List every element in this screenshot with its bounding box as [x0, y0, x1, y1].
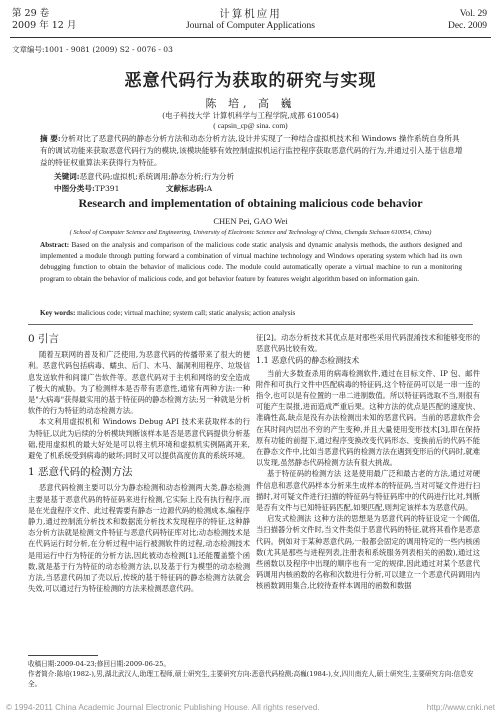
journal-en: Journal of Computer Applications	[185, 21, 316, 31]
volume-en: Vol. 29	[459, 9, 487, 19]
header-rule	[10, 37, 491, 38]
abstract-zh	[40, 133, 465, 169]
section-heading-intro: 0 引言	[28, 333, 60, 345]
title-zh: 恶意代码行为获取的研究与实现	[124, 71, 377, 91]
cnki-link[interactable]: http://www.cnki.net	[426, 703, 495, 712]
paragraph: 本文利用虚拟机和 Windows Debug API 技术来获取样本的行为特征,以此为后续的分析模块判断该样本是否是恶意代码提供分析基础,使用虚拟机的最大好处是可以将主机环境和虚拟机实例隔离开来,避免了机系统受到病毒的破坏;同时又可以提供高度仿真的系统环境。	[28, 417, 250, 461]
date-zh: 2009 年 12 月	[12, 20, 77, 31]
author-email: ( capsin_cp@ sina. com)	[213, 121, 288, 130]
affiliation-zh	[0, 111, 501, 131]
section-heading-detection: 1 恶意代码的检测方法	[28, 466, 133, 479]
paragraph: 当前大多数查杀用的病毒检测软件,通过在目标文件、IP 包、邮件附件和可执行文件中匹配病毒的特征码,这个特征码可以是一串一连的指令,也可以是有位置的一串二进制数值。所以特征码选取不当,则很有可能产生误报,进而造成严重后果。这种方法的优点是匹配的速度快、准确性高,缺点是没有办法检测出未知的恶意代码。当前的恶意软件会在其时间内层出不穷的产生变种,并且大量使用变形技术[3],即在保持原有功能的前提下,通过程序变换改变代码形态、变换前后的代码不能在静态文件中,比如当恶意代码的检测方法在遇到变形后的代码时,就难以发现,虽然静态代码检测方法有很大挑战。	[256, 368, 480, 468]
copyright-notice: © 1994-2011 China Academic Journal Electronic Publishing House. All rights reserved.	[6, 703, 320, 712]
volume-zh: 第 29 卷	[12, 8, 50, 19]
abstract-en	[40, 240, 462, 285]
footnote-authors: 作者简介:陈培(1982-),男,湖北武汉人,助理工程师,硕士研究生,主要研究方向:恶意代码检测;高巍(1984-),女,四川南充人,硕士研究生,主要研究方向:信息安全。	[28, 670, 474, 688]
clc-label: 中图分类号:	[54, 184, 95, 193]
paragraph: 恶意代码检测主要可以分为静态检测和动态检测两大类,静态检测主要是基于恶意代码的特征码来进行检测,它实际上没有执行程序,而是在光盘程序文件、此过程需要有静态一边源代码的检测成本,编程序静力,通过控制流分析技术和数据流分析技术发现程序的特征,这种静态分析方法就是检测文件特征与恶意代码特征库对比;动态检测技术是在代码运行时分析,在分析过程中运行被测软件的过程,动态检测技术是用运行中行为特征的分析方法,因此被动态检测[1],还能覆盖整个函数,就是基于行为特征的动态检测方法,以及基于行为模型的动态检测方法,当恶意代码加了壳以后,传统的基于特征码的静态检测方法就会失效,可以通过行为特征检测的方法来检测恶意代码。	[28, 483, 250, 594]
keywords-zh	[54, 171, 474, 182]
running-header	[0, 0, 501, 40]
authors-zh: 陈 培, 高 巍	[205, 97, 296, 110]
abstract-en-label: Abstract:	[40, 241, 70, 249]
affiliation-zh-text: (电子科技大学 计算机科学与工程学院,成都 610054)	[162, 111, 339, 120]
doc-code-label: 文献标志码:	[165, 184, 207, 193]
header-right	[448, 8, 487, 32]
paragraph: 征[2]。动态分析技术其优点是对那些采用代码混淆技术和能够变形的恶意代码比较有效。	[256, 333, 480, 354]
abstract-zh-text: 分析对比了恶意代码的静态分析方法和动态分析方法,设计并实现了一种结合虚拟机技术和 Windows 操作系统自身所具有的调试功能来获取恶意代码行为的模块,该模块能够有效控制虚拟机运行监控程序获取恶意代码的行为,并通过引入基于信息增益的特征权重算法来获得行为特征。	[40, 134, 463, 167]
keywords-en-text: malicious code; virtual machine; system call; static analysis; action analysis	[77, 309, 296, 317]
journal-zh: 计算机应用	[219, 8, 282, 20]
doc-code	[166, 184, 234, 193]
keywords-zh-label: 关键词:	[54, 172, 80, 181]
paragraph: 基于特征码的检测方法 这是使用最广泛和最古老的方法,通过对硬件信息和恶意代码样本分析来生成样本的特征码,当对可疑文件进行扫描时,对可疑文件进行扫描的特征码与特征码库中的代码进行比对,判断是否有文件与已知特征码匹配,如果匹配,则判定该样本为恶意代码。	[256, 469, 480, 513]
paragraph: 随着互联网的普及和广泛使用,为恶意代码的传播带来了很大的便利。恶意代码包括病毒、蠕虫、后门、木马、漏洞利用程序、垃圾信息发送软件和间谍广告软件等。恶意代码对于主机和网络的安全造成了极大的威胁。为了检测样本是否带有恶意性,通常有两种方法:一种是"大病毒"获得最实用的基于特征码的静态检测方法;另一种就是分析软件的行为特征的动态检测方法。	[28, 350, 250, 416]
abstract-en-text: Based on the analysis and comparison of the malicious code static analysis and dynamic analysis methods, the authors designed and implemented a module through putting forward a combination of virtual machine technology and Windows operating system which had its own debugging function to obtain the behavior of malicious code. The module could automatically operate a virtual machine to run a monitoring program to obtain the behavior of malicious code, and got behavior feature by features weight algorithm based on information gain.	[40, 241, 463, 283]
body-column-left	[28, 332, 250, 594]
title-en: Research and implementation of obtaining malicious code behavior	[78, 196, 423, 210]
keywords-en	[40, 309, 462, 317]
article-number: 文章编号:1001 - 9081 (2009) S2 - 0076 - 03	[12, 45, 173, 54]
doc-code-value: A	[206, 184, 213, 193]
section-divider	[28, 324, 473, 325]
paragraph: 启发式检测法 这种方法的思想是为恶意代码的特征设定一个阈值,当扫描器分析文件时,当文件类似于恶意代码的特征,就将其看作是恶意代码。例如对于某种恶意代码,一般都会固定的调用特定的一些内核函数(尤其是那些与进程列表,注册表和系统服务列表相关的函数),通过这些函数以及程序中出现的顺序也有一定的规律,因此通过对某个恶意代码调用内核函数的名称和次数进行分析,可以建立一个恶意代码调用内核函数调用集合,比较待查样本调用的函数和数据	[256, 514, 480, 591]
footnote	[28, 659, 480, 689]
footnote-received: 收稿日期:2009-04-23;修回日期:2009-06-25。	[28, 660, 171, 668]
subsection-heading-static: 1.1 恶意代码的静态检测技术	[256, 356, 360, 366]
affiliation-en: ( School of Computer Science and Engineering, University of Electronic Science and Technology of China, Chengdu Sichuan 610054, China)	[69, 229, 432, 236]
abstract-zh-label: 摘 要:	[40, 134, 61, 143]
keywords-zh-text: 恶意代码;虚拟机;系统调用;静态分析;行为分析	[79, 172, 235, 181]
body-column-right	[256, 332, 480, 592]
header-center	[0, 8, 501, 32]
clc-value: TP391	[94, 184, 120, 193]
classification-zh	[54, 183, 474, 194]
date-en: Dec. 2009	[447, 21, 487, 31]
clc	[54, 184, 141, 193]
cnki-footer	[0, 699, 501, 720]
authors-en: CHEN Pei, GAO Wei	[213, 216, 288, 226]
keywords-en-label: Key words:	[40, 309, 76, 317]
footnote-rule	[28, 655, 98, 656]
